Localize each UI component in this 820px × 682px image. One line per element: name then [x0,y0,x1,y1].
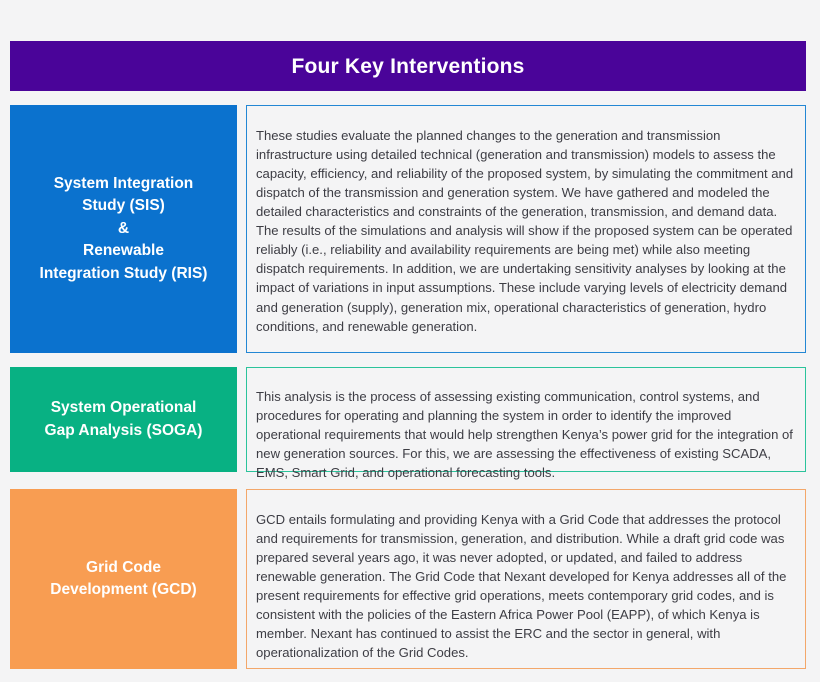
label-line-2: Gap Analysis (SOGA) [44,421,203,439]
label-line-1: System Integration [53,174,194,192]
label-line-1: Grid Code [86,558,161,576]
label-line-1: System Operational [50,399,197,417]
label-line-2: Development (GCD) [50,581,197,598]
intervention-label-text-sis-ris [40,173,208,285]
intervention-label-sis-ris[interactable] [10,105,237,353]
label-line-2: Study (SIS) [82,197,165,215]
intervention-label-soga[interactable] [10,367,237,472]
row-gap [237,105,246,353]
page-title: Four Key Interventions [291,54,525,78]
row-gap [237,367,246,472]
page-title-banner [10,41,806,91]
label-ampersand: & [117,219,130,237]
intervention-row-gcd [10,489,806,669]
intervention-label-text-soga [45,397,203,442]
label-line-4: Integration Study (RIS) [39,264,208,282]
intervention-label-text-gcd [50,557,196,602]
intervention-row-soga [10,367,806,481]
intervention-row-sis-ris [10,105,806,353]
intervention-description-box-soga [246,367,806,481]
label-line-3: Renewable [83,242,164,260]
intervention-description-text-sis-ris: These studies evaluate the planned changes to the generation and transmission infrastructure using detailed technical (generation and transmission) models to assess the capacity, efficiency, and reliability of the proposed system, by simulating the commitment and dispatch of the transmission and generation system. We have gathered and modeled the detailed characteristics and constraints of the generation, transmission, and demand data. The results of the simulations and analysis will show if the proposed system can be operated reliably (i.e., reliability and availability requirements are being met) while also meeting dispatch requirements. In addition, we are undertaking sensitivity analyses by looking at the impact of variations in input assumptions. These include varying levels of electricity demand and generation (supply), generation mix, operational characteristics of generation, hydro conditions, and renewable generation. [256,128,794,334]
intervention-description-box-sis-ris [246,105,806,353]
intervention-label-gcd[interactable] [10,489,237,669]
intervention-description-text-gcd: GCD entails formulating and providing Kenya with a Grid Code that addresses the protocol and requirements for transmission, generation, and distribution. While a draft grid code was prepared several years ago, it was never adopted, or updated, and failed to address renewable generation. The Grid Code that Nexant developed for Kenya addresses all of the present requirements for effective grid operations, meets contemporary grid codes, and is consistent with the policies of the Eastern Africa Power Pool (EAPP), of which Kenya is member. Nexant has continued to assist the ERC and the sector in general, with operationalization of the Grid Codes. [256,512,787,661]
intervention-description-box-gcd [246,489,806,669]
row-gap [237,489,246,669]
intervention-description-text-soga: This analysis is the process of assessing existing communication, control systems, and procedures for operating and planning the system in order to identify the improved operational requirements that would help strengthen Kenya’s power grid for the integration of new generation sources. For this, we are assessing the effectiveness of existing SCADA, EMS, Smart Grid, and operational forecasting tools. [256,389,793,481]
